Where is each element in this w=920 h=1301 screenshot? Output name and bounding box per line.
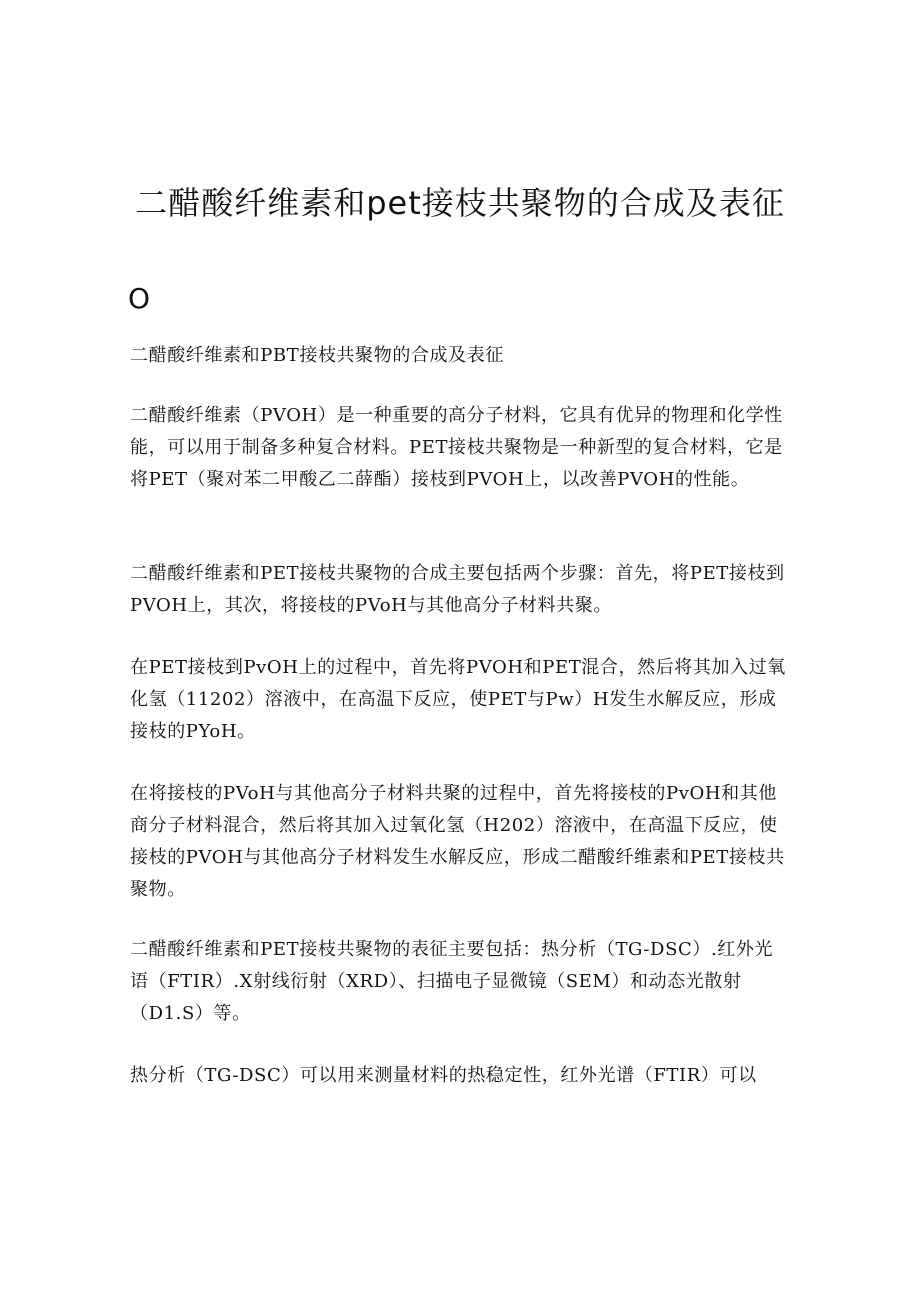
characterization-paragraph: 二醋酸纤维素和PET接枝共聚物的表征主要包括：热分析（TG-DSC）.红外光语（FTIR）.X射线衍射（XRD）、扫描电子显微镜（SEM）和动态光散射（D1.S）等。	[130, 939, 774, 1024]
grafting-process-paragraph: 在PET接枝到PvOH上的过程中，首先将PVOH和PET混合，然后将其加入过氧化氢（11202）溶液中，在高温下反应，使PET与Pw）H发生水解反应，形成接枝的PYoH。	[130, 657, 786, 742]
copolymerization-paragraph: 在将接枝的PVoH与其他高分子材料共聚的过程中，首先将接枝的PvOH和其他商分子材料混合，然后将其加入过氧化氢（H202）溶液中，在高温下反应，使接枝的PVOH与其他高分子材料发生水解反应，形成二醋酸纤维素和PET接枝共聚物。	[130, 783, 785, 900]
thermal-analysis-paragraph: 热分析（TG-DSC）可以用来测量材料的热稳定性，红外光谱（FTIR）可以	[130, 1065, 757, 1086]
intro-paragraph: 二醋酸纤维素（PVOH）是一种重要的高分子材料，它具有优异的物理和化学性能，可以用于制备多种复合材料。PET接枝共聚物是一种新型的复合材料，它是将PET（聚对苯二甲酸乙二薛酯）接枝到PVOH上，以改善PVOH的性能。	[130, 405, 783, 490]
section-marker: O	[128, 282, 151, 315]
document-title: 二醋酸纤维素和pet接枝共聚物的合成及表征	[135, 184, 785, 222]
subtitle-paragraph: 二醋酸纤维素和PBT接枝共聚物的合成及表征	[130, 345, 504, 366]
synthesis-steps-paragraph: 二醋酸纤维素和PET接枝共聚物的合成主要包括两个步骤：首先，将PET接枝到PVOH上，其次，将接枝的PVoH与其他高分子材料共聚。	[130, 563, 785, 616]
